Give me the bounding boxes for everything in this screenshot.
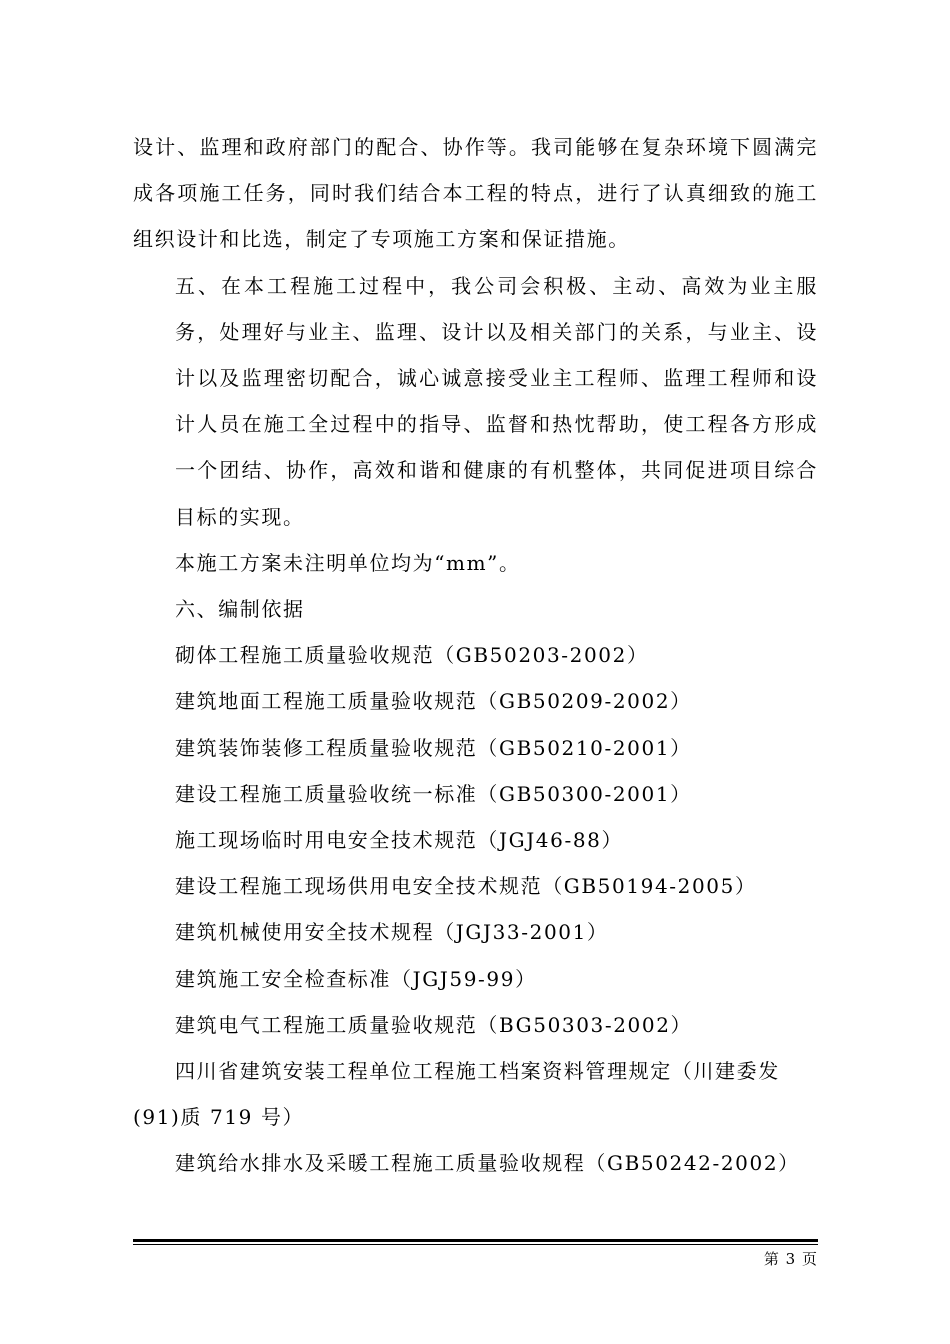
section-heading-basis: 六、编制依据 (175, 597, 305, 622)
page-number: 第 3 页 (763, 1250, 818, 1268)
standard-item: 建筑装饰装修工程质量验收规范（GB50210-2001） (175, 735, 692, 760)
standard-item-sichuan-line1: 四川省建筑安装工程单位工程施工档案资料管理规定（川建委发 (175, 1059, 780, 1084)
paragraph-units-note: 本施工方案未注明单位均为“mm”。 (175, 550, 521, 575)
standard-item: 建设工程施工现场供用电安全技术规范（GB50194-2005） (175, 874, 757, 899)
standard-item: 建设工程施工质量验收统一标准（GB50300-2001） (175, 781, 692, 806)
footer-divider-thick (133, 1239, 818, 1242)
standard-item: 建筑地面工程施工质量验收规范（GB50209-2002） (175, 689, 692, 714)
standard-item: 建筑施工安全检查标准（JGJ59-99） (175, 966, 537, 991)
standard-item-sichuan-line2: (91)质 719 号） (133, 1105, 305, 1130)
document-body (133, 124, 818, 1187)
standard-item: 施工现场临时用电安全技术规范（JGJ46-88） (175, 828, 624, 853)
footer-divider-thin (133, 1244, 818, 1245)
standard-item: 建筑机械使用安全技术规程（JGJ33-2001） (175, 920, 609, 945)
paragraph-service-commitment: 五、在本工程施工过程中，我公司会积极、主动、高效为业主服务，处理好与业主、监理、设计以及相关部门的关系，与业主、设计以及监理密切配合，诚心诚意接受业主工程师、监理工程师和设计人员在施工全过程中的指导、监督和热忱帮助，使工程各方形成一个团结、协作，高效和谐和健康的有机整体，共同促进项目综合目标的实现。 (175, 273, 818, 529)
standard-item: 砌体工程施工质量验收规范（GB50203-2002） (175, 643, 649, 668)
standard-item: 建筑电气工程施工质量验收规范（BG50303-2002） (175, 1012, 693, 1037)
standard-item: 建筑给水排水及采暖工程施工质量验收规程（GB50242-2002） (175, 1151, 800, 1176)
paragraph-cooperation: 设计、监理和政府部门的配合、协作等。我司能够在复杂环境下圆满完成各项施工任务，同时我们结合本工程的特点，进行了认真细致的施工组织设计和比选，制定了专项施工方案和保证措施。 (133, 135, 818, 252)
